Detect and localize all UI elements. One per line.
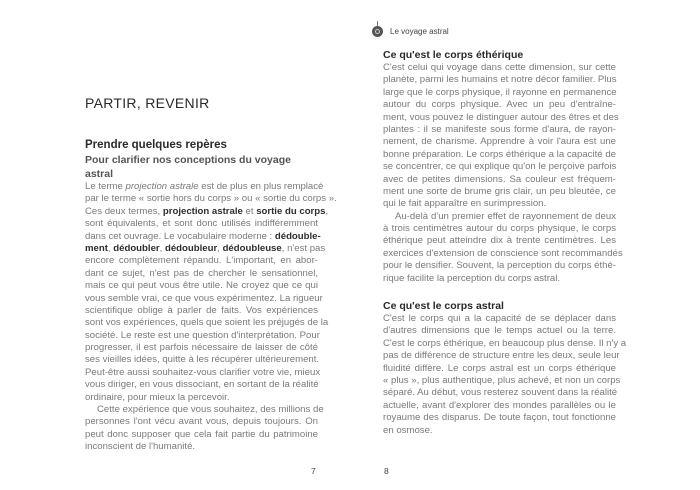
text-line xyxy=(383,412,616,424)
text-line xyxy=(383,425,616,437)
text-run: sont équivalents, et sont donc utilisés indifféremment xyxy=(85,218,318,230)
text-line xyxy=(383,350,620,362)
text-line xyxy=(383,223,616,235)
text-line xyxy=(85,255,318,267)
text-line xyxy=(85,218,318,230)
text-run: en osmose. xyxy=(383,424,433,436)
text-line xyxy=(85,416,318,428)
text-run: plantes : il se manifeste sous forme d'aura, de rayon- xyxy=(383,123,616,135)
text-line xyxy=(383,273,616,285)
text-run: dans cet ouvrage. Le vocabulaire moderne : xyxy=(85,230,275,242)
text-line xyxy=(383,260,616,272)
text-run: royaume des disparus. De toute façon, tout fonctionne xyxy=(383,412,616,424)
text-run: ment, vous pouvez le distinguer autour des êtres et des xyxy=(383,111,619,123)
bold-term: dédouble- xyxy=(274,230,321,242)
text-run: , xyxy=(159,242,165,254)
text-run: éthérique peut atteindre dix à trente centimètres. Les xyxy=(383,235,616,247)
text-run: , xyxy=(325,205,329,217)
text-line xyxy=(383,124,616,136)
text-line xyxy=(85,392,318,404)
text-line xyxy=(383,325,616,337)
text-line xyxy=(85,379,318,391)
text-run: large que le corps physique, il rayonne en permanence xyxy=(383,86,617,98)
paragraph xyxy=(85,404,324,454)
bold-term: sortie du corps xyxy=(256,205,326,217)
bold-term: projection astrale xyxy=(162,205,243,217)
text-line xyxy=(383,337,627,350)
text-run: planète, parmi les humains et notre décor familier. Plus xyxy=(383,74,617,86)
text-run: actuelle, avant d'explorer des mondes parallèles ou le xyxy=(383,399,616,411)
text-run: , n'est pas xyxy=(281,242,326,254)
text-line xyxy=(85,280,318,292)
text-run: Peut-être aussi souhaitez-vous clarifier votre vie, mieux xyxy=(85,366,321,378)
text-run: Cette expérience que vous souhaitez, des millions de xyxy=(97,404,324,416)
text-run: ordinaire, pour mieux la percevoir. xyxy=(85,391,230,403)
text-line xyxy=(85,429,318,441)
text-run: vous semble vrai, ce que vous expérimentez. La rigueur xyxy=(85,292,323,304)
text-run: avec de petites dimensions. Sa couleur est fréquem- xyxy=(383,173,616,185)
text-run: exercices d'extension de conscience sont recommandés xyxy=(383,247,623,259)
text-line xyxy=(85,193,337,205)
text-run: C'est le corps qui a la capacité de se déplacer dans xyxy=(383,313,616,325)
text-line xyxy=(85,268,318,280)
text-run: société. Le reste est une question d'interprétation. Pour xyxy=(85,329,320,341)
text-run: se concentrer, ce qui explique qu'on le perçoive parfois xyxy=(383,161,617,173)
left-text-column xyxy=(85,138,337,454)
body-text xyxy=(85,181,337,454)
text-run: séparé. Au début, vous resterez souvent dans la réalité xyxy=(383,387,618,399)
text-line xyxy=(85,230,321,243)
text-line xyxy=(383,136,616,148)
text-run: dant ce sujet, n'est pas de chercher le sensationnel, xyxy=(85,267,318,279)
chapter-title: PARTIR, REVENIR xyxy=(85,95,210,111)
text-run: qui le fait apparaître en surimpression. xyxy=(383,198,547,210)
text-line xyxy=(383,186,616,198)
text-run: ses vieilles idées, quitte à les récupérer ultérieurement. xyxy=(85,354,320,366)
right-page xyxy=(350,0,700,490)
text-run: Ces deux termes, xyxy=(85,205,163,217)
text-run: fluidité diffère. Le corps astral est un corps éthérique xyxy=(383,362,616,374)
text-line xyxy=(85,205,329,218)
text-line xyxy=(85,292,323,305)
text-line xyxy=(383,313,616,325)
text-line xyxy=(383,400,616,412)
text-run: vous diriger, en vous dissociant, en sortant de la réalité xyxy=(85,379,319,391)
text-run: , xyxy=(107,242,114,254)
text-line xyxy=(85,330,318,342)
subsection-title: Pour clarifier nos conceptions du voyage astral xyxy=(85,154,291,180)
text-run: encore complètement répandu. L'important, en abor- xyxy=(85,255,318,267)
right-text-column xyxy=(383,48,627,437)
text-line xyxy=(85,342,318,354)
text-line xyxy=(383,247,623,260)
text-run: inconscient de l'humanité. xyxy=(85,441,196,453)
text-line xyxy=(85,366,321,379)
text-run: sont vos expériences, quels que soient les préjugés de la xyxy=(85,317,329,329)
italic-term: projection astrale xyxy=(125,181,199,192)
text-run: à trois centimètres autour du corps physique, le corps xyxy=(383,223,616,235)
text-run: personnes l'ont vécu avant vous, depuis toujours. On xyxy=(85,416,318,428)
section-gap xyxy=(383,285,616,299)
text-run: par le terme « sortie hors du corps » ou « sortie du corps ». xyxy=(85,193,337,205)
paragraph xyxy=(85,181,337,404)
text-run: mais ce qui peut vous être utile. Ne croyez que ce qui xyxy=(85,280,318,292)
text-line xyxy=(383,149,616,161)
bold-term: dédoubler xyxy=(113,242,160,254)
text-line xyxy=(85,354,318,366)
text-line xyxy=(383,161,616,173)
text-run: ment une sorte de brume gris clair, un peu bleutée, ce xyxy=(383,185,616,197)
text-line xyxy=(85,441,318,453)
text-run: C'est le corps éthérique, en beaucoup plus dense. Il n'y a xyxy=(383,337,627,349)
text-run: d'autres dimensions que le temps actuel ou la terre. xyxy=(383,325,616,337)
text-run: pas de différence de structure entre les deux, seule leur xyxy=(383,350,620,362)
page-number: 7 xyxy=(311,466,316,476)
text-line xyxy=(383,62,616,74)
bold-term: dédoubleuse xyxy=(222,242,282,254)
text-line xyxy=(85,181,324,193)
text-line xyxy=(383,211,616,223)
section-title: Prendre quelques repères xyxy=(85,139,227,151)
text-line xyxy=(383,74,616,86)
text-line xyxy=(85,305,318,317)
paragraph xyxy=(383,210,623,285)
text-line xyxy=(85,242,326,255)
text-line xyxy=(383,174,616,186)
text-line xyxy=(383,87,616,99)
bold-term: ment xyxy=(85,242,108,254)
text-line xyxy=(383,111,619,124)
text-line xyxy=(383,198,616,210)
section-title: Ce qu'est le corps éthérique xyxy=(383,49,524,61)
text-line xyxy=(383,235,616,247)
text-line xyxy=(383,387,616,399)
paragraph xyxy=(383,313,627,437)
text-run: et xyxy=(242,205,257,217)
text-run: scientifique oblige à parler de faits. Vos expériences xyxy=(85,304,318,316)
text-run: pour le densifier. Souvent, la perception du corps éthé- xyxy=(383,260,616,272)
text-run: « plus », plus authentique, plus achevé, et non un corps xyxy=(383,374,621,386)
page-number: 8 xyxy=(384,466,389,476)
text-line xyxy=(383,363,616,375)
text-run: C'est celui qui voyage dans cette dimension, sur cette xyxy=(383,62,616,73)
text-line xyxy=(383,374,621,387)
text-line xyxy=(85,317,329,329)
text-run: bonne préparation. Le corps éthérique a la capacité de xyxy=(383,148,616,160)
text-run: Le terme xyxy=(85,181,126,192)
text-run: est de plus en plus remplacé xyxy=(198,181,324,192)
text-run: peut donc supposer que cela fait partie du patrimoine xyxy=(85,428,318,440)
text-run: nement, de charisme. Apprendre à voir l'aura est une xyxy=(383,136,616,148)
paragraph xyxy=(383,62,619,211)
text-line xyxy=(85,404,324,416)
section-title: Ce qu'est le corps astral xyxy=(383,300,504,313)
text-run: progresser, il est parfois nécessaire de laisser de côté xyxy=(85,342,318,354)
text-run: Au-delà d'un premier effet de rayonnement de deux xyxy=(395,210,616,222)
running-head xyxy=(372,26,449,37)
astral-emblem-icon xyxy=(372,26,383,37)
text-line xyxy=(383,99,616,111)
text-run: autour du corps physique. Avec un peu d'entraîne- xyxy=(383,99,616,111)
text-run: rique facilite la perception du corps astral. xyxy=(383,272,561,284)
bold-term: dédoubleur xyxy=(164,242,218,254)
running-head-text: Le voyage astral xyxy=(390,27,449,36)
text-run: , xyxy=(217,242,223,254)
